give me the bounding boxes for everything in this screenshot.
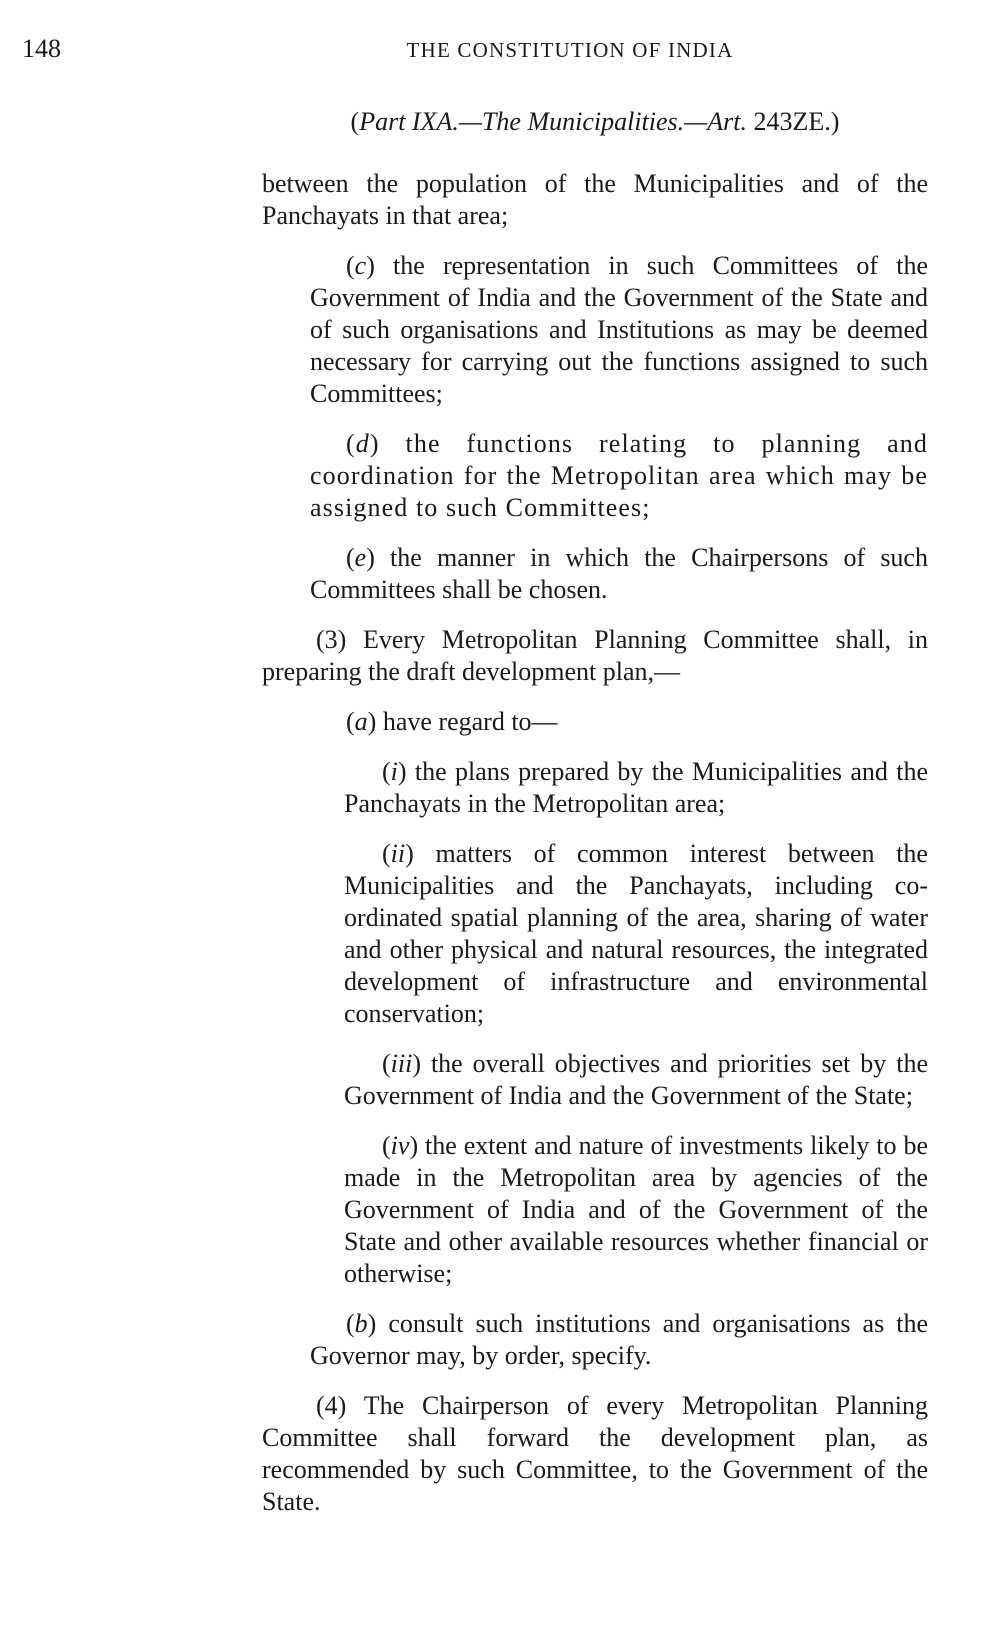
clause-c: (c) the representation in such Committees of the Government of India and the Government of the State and of such organisations and Institutions as may be deemed necessary for carrying out the functions assigned to such Committees; [310, 251, 928, 408]
clause-d-marker: d [355, 429, 370, 458]
article-body [262, 168, 928, 1536]
clause-b: (b) consult such institutions and organisations as the Governor may, by order, specify. [310, 1309, 928, 1370]
clause-b-marker: b [354, 1309, 368, 1338]
sub-clause-iii: (iii) the overall objectives and priorities set by the Government of India and the Government of the State; [344, 1049, 928, 1110]
clause-d-text: the functions relating to planning and coordination for the Metropolitan area which may be assigned to such Committees; [310, 429, 928, 522]
clause-e: (e) the manner in which the Chairpersons of such Committees shall be chosen. [310, 543, 928, 604]
part-ref-close: ) [830, 107, 840, 136]
running-title: THE CONSTITUTION OF INDIA [406, 38, 734, 62]
part-reference [260, 107, 930, 137]
clause-c-text: the representation in such Committees of the Government of India and the Government of the State and of such organisations and Institutions as may be deemed necessary for carrying out the functions assigned to such Committees; [310, 251, 928, 408]
sub-clause-ii-text: matters of common interest between the Municipalities and the Panchayats, including co-ordinated spatial planning of the area, sharing of water and other physical and natural resources, the integrated development of infrastructure and environmental conservation; [344, 839, 928, 1028]
sub-clause-iv-marker: iv [390, 1131, 410, 1160]
clause-a-marker: a [354, 707, 368, 736]
sub-clause-i: (i) the plans prepared by the Municipalities and the Panchayats in the Metropolitan area; [344, 757, 928, 818]
clause-c-marker: c [354, 251, 367, 280]
continuation-paragraph: between the population of the Municipalities and of the Panchayats in that area; [262, 169, 928, 230]
clause-a-text: have regard to— [382, 707, 558, 736]
sub-clause-i-marker: i [390, 757, 398, 786]
page-number: 148 [22, 34, 61, 63]
sub-clause-ii-marker: ii [390, 839, 406, 868]
clause-e-text: the manner in which the Chairpersons of such Committees shall be chosen. [310, 543, 928, 604]
sub-clause-i-text: the plans prepared by the Municipalities and the Panchayats in the Metropolitan area; [344, 757, 928, 818]
sub-clause-iii-text: the overall objectives and priorities set by the Government of India and the Government of the State; [344, 1049, 928, 1110]
clause-3: (3) Every Metropolitan Planning Committee shall, in preparing the draft development plan,— [262, 625, 928, 686]
clause-4: (4) The Chairperson of every Metropolitan Planning Committee shall forward the development plan, as recommended by such Committee, to the Government of the State. [262, 1391, 928, 1516]
sub-clause-ii: (ii) matters of common interest between the Municipalities and the Panchayats, including co-ordinated spatial planning of the area, sharing of water and other physical and natural resources, the integrated development of infrastructure and environmental conservation; [344, 839, 928, 1028]
clause-e-marker: e [354, 543, 367, 572]
clause-d: (d) the functions relating to planning and coordination for the Metropolitan area which may be assigned to such Committees; [310, 429, 928, 522]
sub-clause-iv: (iv) the extent and nature of investments likely to be made in the Metropolitan area by agencies of the Government of India and of the Government of the State and other available resources whether financial or otherwise; [344, 1131, 928, 1288]
sub-clause-iv-text: the extent and nature of investments likely to be made in the Metropolitan area by agencies of the Government of India and of the Government of the State and other available resources whether financial or otherwise; [344, 1131, 928, 1288]
clause-a: (a) have regard to— [346, 707, 558, 736]
sub-clause-iii-marker: iii [390, 1049, 413, 1078]
part-ref-open: ( [350, 107, 360, 136]
part-ref-article: 243ZE. [753, 107, 831, 136]
clause-b-text: consult such institutions and organisations as the Governor may, by order, specify. [310, 1309, 928, 1370]
part-ref-part: Part IXA.—The Municipalities.—Art. [359, 107, 748, 136]
